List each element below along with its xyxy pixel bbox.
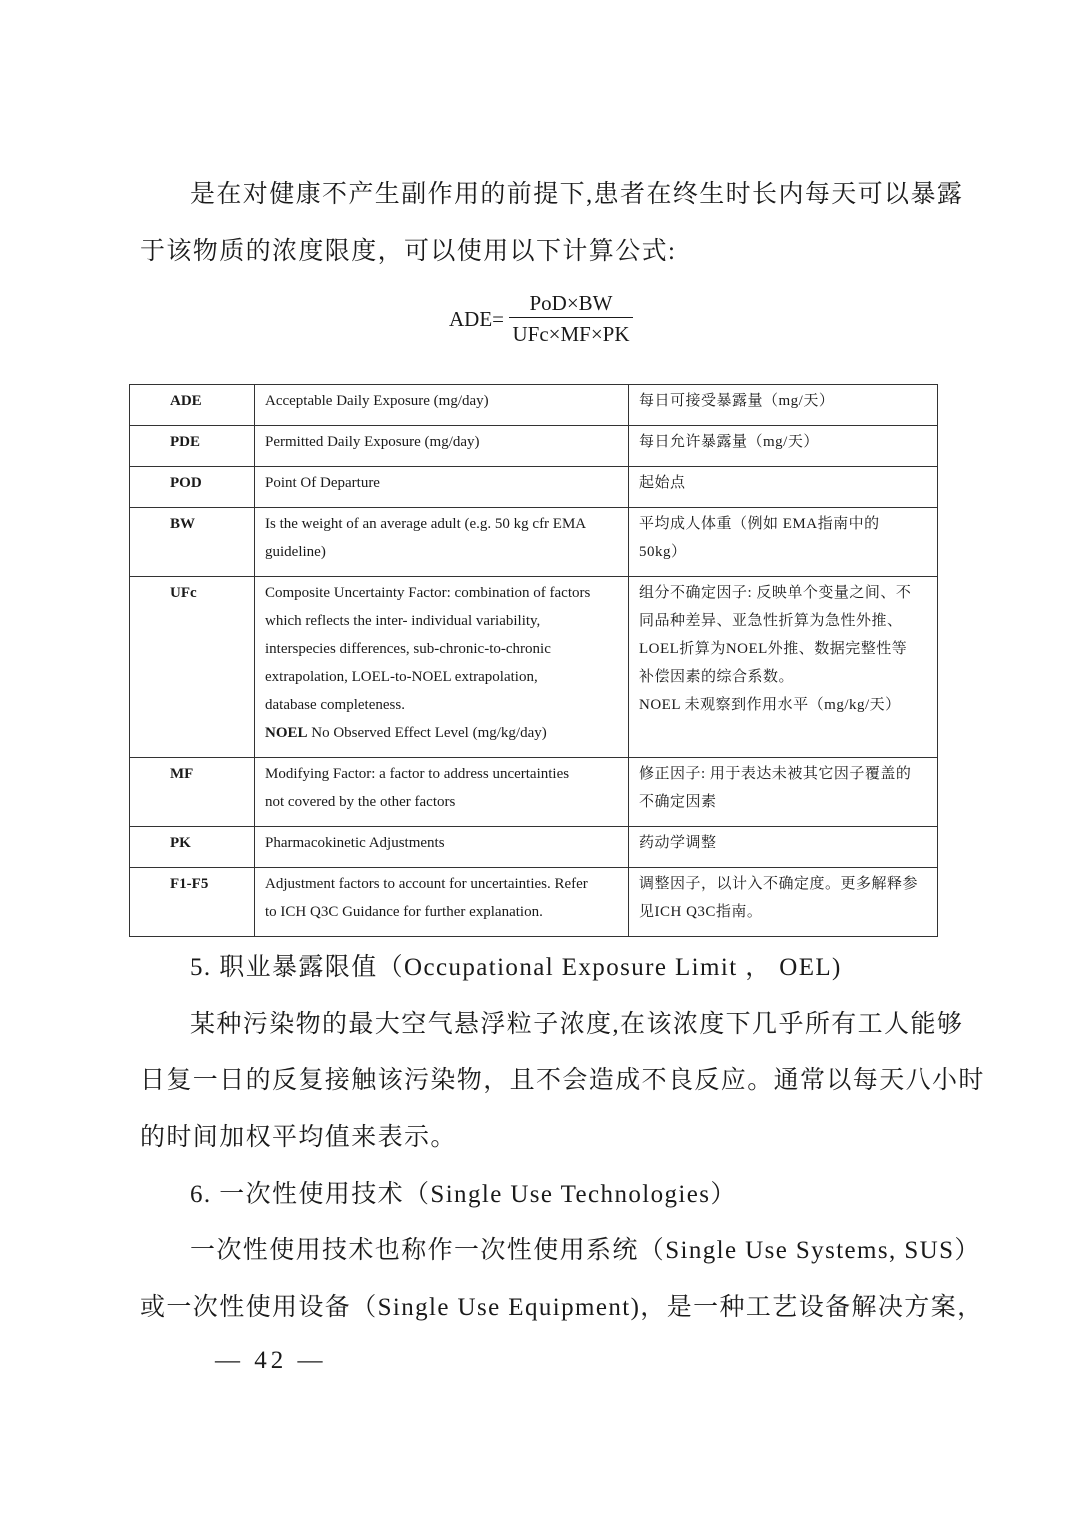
- term-english-definition: [255, 426, 629, 467]
- page-number: — 42 —: [215, 1346, 327, 1374]
- english-line: Composite Uncertainty Factor: combination of factors: [265, 585, 591, 601]
- term-chinese-definition: [629, 827, 938, 868]
- term-abbreviation: PK: [130, 827, 255, 868]
- term-abbreviation: ADE: [130, 385, 255, 426]
- section-5: [140, 951, 985, 1155]
- term-abbreviation: PDE: [130, 426, 255, 467]
- fraction-bar: [509, 317, 633, 318]
- term-abbreviation: BW: [130, 508, 255, 577]
- section-6: [140, 1178, 984, 1325]
- table-row: [130, 385, 938, 426]
- table-row: [130, 868, 938, 937]
- formula-fraction: [509, 290, 633, 347]
- intro-paragraph: [140, 178, 964, 290]
- english-line: Pharmacokinetic Adjustments: [265, 835, 445, 851]
- term-english-definition: [255, 508, 629, 577]
- chinese-line: 起始点: [639, 475, 686, 491]
- english-line: Point Of Departure: [265, 475, 380, 491]
- chinese-line: LOEL折算为NOEL外推、数据完整性等: [639, 641, 908, 657]
- term-english-definition: [255, 758, 629, 827]
- intro-line-2: 于该物质的浓度限度，可以使用以下计算公式:: [140, 238, 677, 265]
- page-body: [140, 178, 985, 1378]
- chinese-line: 补偿因素的综合系数。: [639, 669, 795, 685]
- english-line: to ICH Q3C Guidance for further explanation.: [265, 904, 543, 920]
- chinese-line: 调整因子，以计入不确定度。更多解释参: [639, 876, 919, 892]
- term-english-definition: [255, 868, 629, 937]
- term-chinese-definition: [629, 577, 938, 758]
- english-line: Adjustment factors to account for uncertainties. Refer: [265, 876, 588, 892]
- table-row: [130, 508, 938, 577]
- section-5-line-2: 日复一日的反复接触该污染物，且不会造成不良反应。通常以每天八小时: [140, 1067, 985, 1095]
- table-row: [130, 758, 938, 827]
- section-5-line-1: 某种污染物的最大空气悬浮粒子浓度,在该浓度下几乎所有工人能够: [190, 1010, 964, 1038]
- english-line: extrapolation, LOEL-to-NOEL extrapolation,: [265, 669, 538, 685]
- formula-numerator: PoD×BW: [529, 291, 613, 315]
- chinese-line: NOEL 未观察到作用水平（mg/kg/天）: [639, 697, 901, 713]
- term-abbreviation: POD: [130, 467, 255, 508]
- english-line: Is the weight of an average adult (e.g. 50 kg cfr EMA: [265, 516, 587, 532]
- english-line: Modifying Factor: a factor to address uncertainties: [265, 766, 570, 782]
- formula-denominator: UFc×MF×PK: [512, 322, 630, 346]
- chinese-line: 见ICH Q3C指南。: [639, 904, 763, 920]
- section-6-line-1: 一次性使用技术也称作一次性使用系统（Single Use Systems, SUS）: [190, 1237, 981, 1265]
- english-line: not covered by the other factors: [265, 794, 456, 810]
- term-english-definition: [255, 385, 629, 426]
- term-english-definition: [255, 467, 629, 508]
- english-line: interspecies differences, sub-chronic-to-chronic: [265, 641, 551, 657]
- section-6-heading: 6. 一次性使用技术（Single Use Technologies）: [190, 1180, 737, 1208]
- section-6-line-2: 或一次性使用设备（Single Use Equipment)，是一种工艺设备解决方案，: [140, 1294, 984, 1322]
- after-table-content: [140, 951, 985, 1378]
- formula-lhs: ADE=: [449, 307, 505, 331]
- table-row: [130, 426, 938, 467]
- table-row: [130, 467, 938, 508]
- term-chinese-definition: [629, 868, 938, 937]
- term-chinese-definition: [629, 758, 938, 827]
- definitions-table: [129, 384, 938, 937]
- term-abbreviation: F1-F5: [130, 868, 255, 937]
- english-line: Acceptable Daily Exposure (mg/day): [265, 393, 489, 409]
- english-line: database completeness.: [265, 697, 405, 713]
- english-note: [265, 719, 620, 747]
- section-5-heading: 5. 职业暴露限值（Occupational Exposure Limit ， OEL): [190, 954, 842, 981]
- chinese-line: 修正因子: 用于表达未被其它因子覆盖的: [639, 766, 912, 782]
- table-row: [130, 577, 938, 758]
- term-abbreviation: UFc: [130, 577, 255, 758]
- term-chinese-definition: [629, 467, 938, 508]
- chinese-line: 同品种差异、亚急性折算为急性外推、: [639, 613, 903, 629]
- chinese-line: 组分不确定因子: 反映单个变量之间、不: [639, 585, 912, 601]
- note-term: NOEL: [265, 725, 308, 741]
- term-abbreviation: MF: [130, 758, 255, 827]
- chinese-line: 不确定因素: [639, 794, 717, 810]
- section-5-line-3: 的时间加权平均值来表示。: [140, 1124, 457, 1152]
- term-chinese-definition: [629, 426, 938, 467]
- term-chinese-definition: [629, 508, 938, 577]
- chinese-line: 平均成人体重（例如 EMA指南中的: [639, 516, 880, 532]
- note-text: No Observed Effect Level (mg/kg/day): [307, 725, 547, 741]
- table-row: [130, 827, 938, 868]
- chinese-line: 每日可接受暴露量（mg/天）: [639, 393, 835, 409]
- term-chinese-definition: [629, 385, 938, 426]
- term-english-definition: [255, 577, 629, 758]
- ade-formula: [140, 290, 940, 384]
- intro-line-1: 是在对健康不产生副作用的前提下,患者在终生时长内每天可以暴露: [190, 181, 964, 208]
- chinese-line: 每日允许暴露量（mg/天）: [639, 434, 819, 450]
- chinese-line: 50kg）: [639, 544, 687, 560]
- chinese-line: 药动学调整: [639, 835, 717, 851]
- english-line: which reflects the inter- individual variability,: [265, 613, 541, 629]
- english-line: guideline): [265, 544, 326, 560]
- formula-expression: [449, 290, 649, 352]
- term-english-definition: [255, 827, 629, 868]
- english-line: Permitted Daily Exposure (mg/day): [265, 434, 480, 450]
